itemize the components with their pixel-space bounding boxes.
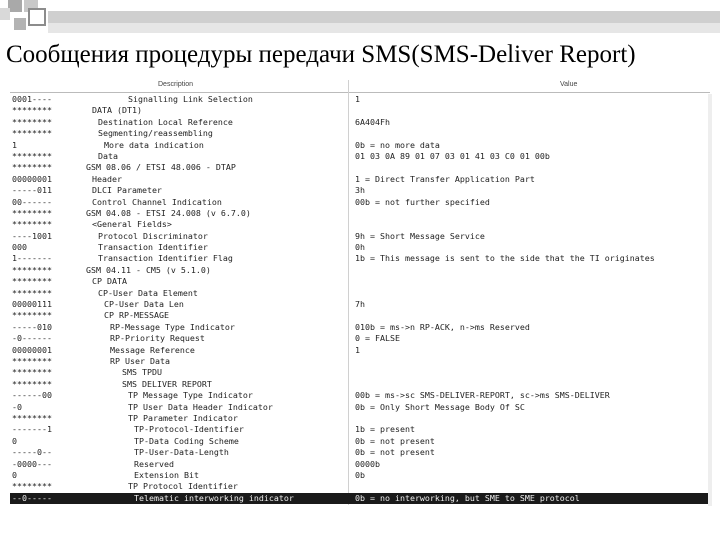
row-description: RP-Message Type Indicator (110, 321, 235, 332)
row-description: RP User Data (110, 355, 170, 366)
row-description: Protocol Discriminator (98, 230, 208, 241)
row-value: 0b = Only Short Message Body Of SC (355, 401, 525, 412)
row-value: 6A404Fh (355, 116, 390, 127)
row-value: 0b = not present (355, 447, 435, 458)
table-row[interactable] (10, 185, 710, 196)
row-bits: ******** (12, 378, 52, 389)
row-description: Signalling Link Selection (128, 94, 253, 104)
row-description: Header (92, 173, 122, 184)
row-description: Data (98, 150, 118, 161)
row-value: 0b (355, 469, 365, 480)
row-value: 7h (355, 299, 365, 310)
table-row[interactable] (10, 105, 710, 116)
row-description: DLCI Parameter (92, 185, 162, 196)
table-row[interactable] (10, 151, 710, 162)
row-value: 3h (355, 185, 365, 196)
row-bits: 0 (12, 469, 17, 480)
row-bits: ******** (12, 207, 52, 218)
table-row[interactable] (10, 242, 710, 253)
table-row[interactable] (10, 447, 710, 458)
row-description: Destination Local Reference (98, 116, 233, 127)
table-row[interactable] (10, 219, 710, 230)
row-description: Extension Bit (134, 469, 199, 480)
row-bits: -0000--- (12, 458, 52, 469)
row-bits: ******** (12, 481, 52, 492)
row-bits: ******** (12, 128, 52, 139)
row-bits: -0 (12, 401, 22, 412)
row-value: 1 (355, 94, 360, 104)
row-bits: ******** (12, 150, 52, 161)
row-description: Control Channel Indication (92, 196, 222, 207)
row-description: CP DATA (92, 276, 127, 287)
table-row[interactable] (10, 379, 710, 390)
row-description: <General Fields> (92, 219, 172, 230)
decode-table[interactable] (10, 80, 710, 505)
table-row[interactable] (10, 322, 710, 333)
row-description: Telematic interworking indicator (134, 492, 294, 503)
row-description: TP-Data Coding Scheme (134, 435, 239, 446)
table-row[interactable] (10, 413, 710, 424)
row-value: 0b = no interworking, but SME to SME protocol (355, 492, 580, 503)
deco-square (28, 8, 46, 26)
row-value: 0000b (355, 458, 380, 469)
row-value: 00b = ms->sc SMS-DELIVER-REPORT, sc->ms SMS-DELIVER (355, 390, 610, 401)
row-description: TP Parameter Indicator (128, 412, 238, 423)
row-bits: -----0-- (12, 447, 52, 458)
table-row[interactable] (10, 345, 710, 356)
row-bits: ----1001 (12, 230, 52, 241)
table-row[interactable] (10, 162, 710, 173)
table-row[interactable] (10, 390, 710, 401)
row-bits: 00------ (12, 196, 52, 207)
table-row[interactable] (10, 367, 710, 378)
row-value: 1b = present (355, 424, 415, 435)
table-row[interactable] (10, 94, 710, 105)
row-value: 00b = not further specified (355, 196, 490, 207)
column-header-description[interactable]: Description (158, 81, 194, 88)
row-description: TP User Data Header Indicator (128, 401, 273, 412)
row-value: 0b = not present (355, 435, 435, 446)
table-row[interactable] (10, 493, 710, 504)
row-value: 1b = This message is sent to the side that the TI originates (355, 253, 655, 264)
row-bits: 1 (12, 139, 17, 150)
table-row[interactable] (10, 288, 710, 299)
row-bits: 0001---- (12, 94, 52, 104)
row-description: TP Protocol Identifier (128, 481, 238, 492)
table-row[interactable] (10, 310, 710, 321)
row-description: CP-User Data Element (98, 287, 198, 298)
row-bits: ------00 (12, 390, 52, 401)
row-description: GSM 04.08 - ETSI 24.008 (v 6.7.0) (86, 207, 251, 218)
table-row[interactable] (10, 470, 710, 481)
table-row[interactable] (10, 117, 710, 128)
table-row[interactable] (10, 174, 710, 185)
row-bits: 00000001 (12, 344, 52, 355)
deco-square (8, 0, 22, 12)
row-description: SMS DELIVER REPORT (122, 378, 212, 389)
row-description: GSM 08.06 / ETSI 48.006 - DTAP (86, 162, 236, 173)
row-description: More data indication (104, 139, 204, 150)
row-description: Reserved (134, 458, 174, 469)
deco-square (14, 18, 26, 30)
row-description: Message Reference (110, 344, 195, 355)
row-description: SMS TPDU (122, 367, 162, 378)
table-row[interactable] (10, 402, 710, 413)
row-bits: 00000001 (12, 173, 52, 184)
table-row[interactable] (10, 424, 710, 435)
deco-square (0, 8, 10, 20)
row-description: CP RP-MESSAGE (104, 310, 169, 321)
slide-title: Сообщения процедуры передачи SMS(SMS-Deliver Report) (6, 41, 636, 68)
row-value: 01 03 0A 89 01 07 03 01 41 03 C0 01 00b (355, 150, 550, 161)
table-row[interactable] (10, 481, 710, 492)
row-bits: ******** (12, 367, 52, 378)
table-row[interactable] (10, 231, 710, 242)
row-bits: -----010 (12, 321, 52, 332)
row-bits: ******** (12, 219, 52, 230)
row-bits: ******** (12, 105, 52, 116)
row-description: Segmenting/reassembling (98, 128, 213, 139)
row-description: RP-Priority Request (110, 333, 205, 344)
vertical-scrollbar[interactable] (708, 94, 712, 506)
table-row[interactable] (10, 253, 710, 264)
row-value: 010b = ms->n RP-ACK, n->ms Reserved (355, 321, 530, 332)
row-value: 1 = Direct Transfer Application Part (355, 173, 535, 184)
table-row[interactable] (10, 265, 710, 276)
table-row[interactable] (10, 208, 710, 219)
row-bits: ******** (12, 310, 52, 321)
row-description: TP-User-Data-Length (134, 447, 229, 458)
row-bits: 1------- (12, 253, 52, 264)
row-bits: 00000111 (12, 299, 52, 310)
table-row[interactable] (10, 436, 710, 447)
table-row[interactable] (10, 140, 710, 151)
row-bits: 0 (12, 435, 17, 446)
row-bits: -------1 (12, 424, 52, 435)
row-bits: -0------ (12, 333, 52, 344)
table-row[interactable] (10, 459, 710, 470)
row-bits: ******** (12, 355, 52, 366)
row-bits: ******** (12, 412, 52, 423)
row-value: 1 (355, 344, 360, 355)
row-bits: ******** (12, 287, 52, 298)
row-value: 9h = Short Message Service (355, 230, 485, 241)
row-bits: 000 (12, 242, 27, 253)
row-bits: ******** (12, 264, 52, 275)
column-header-value[interactable]: Value (560, 81, 578, 88)
header-stripe (48, 11, 720, 33)
table-row[interactable] (10, 356, 710, 367)
row-description: CP-User Data Len (104, 299, 184, 310)
table-row[interactable] (10, 276, 710, 287)
row-value: 0b = no more data (355, 139, 440, 150)
row-value: 0h (355, 242, 365, 253)
row-bits: ******** (12, 116, 52, 127)
table-header (10, 80, 710, 93)
row-bits: ******** (12, 276, 52, 287)
table-row[interactable] (10, 333, 710, 344)
table-row[interactable] (10, 299, 710, 310)
row-description: Transaction Identifier Flag (98, 253, 233, 264)
table-row[interactable] (10, 128, 710, 139)
table-rows (10, 94, 710, 504)
row-description: TP Message Type Indicator (128, 390, 253, 401)
row-value: 0 = FALSE (355, 333, 400, 344)
row-description: Transaction Identifier (98, 242, 208, 253)
row-bits: -----011 (12, 185, 52, 196)
table-row[interactable] (10, 197, 710, 208)
row-description: DATA (DT1) (92, 105, 142, 116)
row-bits: ******** (12, 162, 52, 173)
row-description: TP-Protocol-Identifier (134, 424, 244, 435)
row-bits: --0----- (12, 492, 52, 503)
row-description: GSM 04.11 - CM5 (v 5.1.0) (86, 264, 211, 275)
